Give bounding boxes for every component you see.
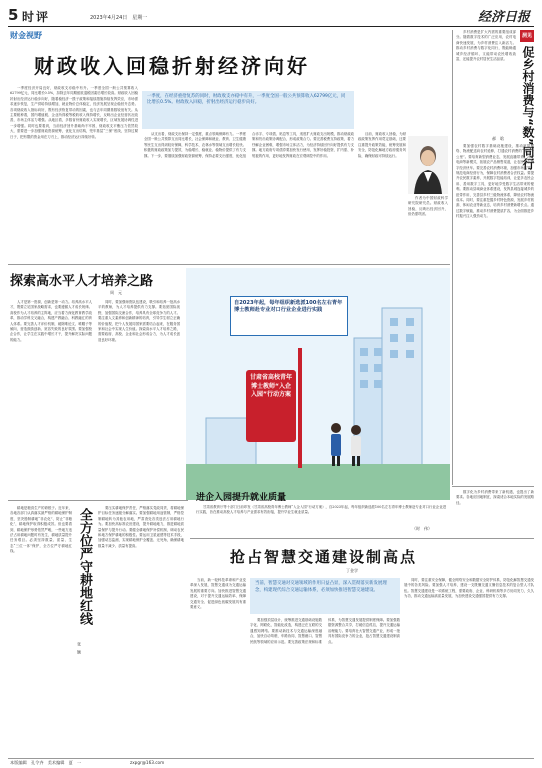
main-article-column-1: 一季度经济开局良好，财政收支亦稳中有升。一季度全国一般公共预算收入62799亿元，同比增长0.5%，扣除去年同期留抵退税因素后增长较高。财政收入回稳折射出经济运行稳步向好，随着稳经济一揽子政策和接续措施持续发挥效应，市场需求逐步恢复，生产供给持续增加，就业物价总体稳定，经济发展呈现企稳回升态势。各项财政收入指标向好，既有经济恢复带动的因素，也与去年同期基数较低有关。从主要税种看，国内增值税、企业所得税等税收收入保持增长，反映出企业经营状况改善，市场主体活力增强。从地区看，多数省份财政收入实现增长，区域发展协调性进一步增强。同时也要看到，当前经济回升基础尚不牢固，财政收支平衡压力依然较大，需要进一步加强财政资源统筹，优化支出结构，兜牢基层“三保”底线，坚持过紧日子，把有限的资金用在刀刃上，推动经济运行持续好转。 <box>10 86 138 139</box>
traffic-article-byline: 丁金学 <box>346 568 358 573</box>
traffic-article-column-3: 同时，要注重安全保障，健全网络安全和数据安全防护体系，防范化解智慧交通发展中的各类风险。要加强人才培养，建设一支既懂交通又懂信息技术的复合型人才队伍。智慧交通建设是一项系统工程，需要政府、企业、科研机构等多方协同发力，久久为功，推动交通运输高质量发展，为加快建设交通强国提供有力支撑。 <box>404 578 534 599</box>
poster-badge: 甘肃省高校青年博士教师“入企入园”行动方案 <box>246 370 296 442</box>
poster-headline: 自2023年起，每年组织新选派100名左右青年博士教师赴专业对口行业企业进行实践 <box>234 300 343 313</box>
page-header <box>8 4 534 26</box>
right-column-byline: 郝 晗 <box>492 136 504 141</box>
right-column-text-1: 乡村消费是扩大内需的重要组成部分。随着数字技术的广泛应用，农村电商快速发展，为乡村消费注入新活力。推动乡村消费与数字化同行，既能畅通城乡经济循环，又能带动农民增收致富，还能提升农村居民生活品质。 <box>456 30 516 62</box>
upper-section-divider <box>8 264 450 265</box>
header-rule <box>8 26 534 27</box>
issue-date: 2023年4月24日 星期一 <box>90 15 148 21</box>
poster-caption-text: 甘肃省教育厅等十部门日前印发《甘肃省高校青年博士教师“入企入园”行动方案》，自2023年起，每年组织新选派100名左右青年博士教师赴专业对口行业企业进行实践，旨在推动高校人才培养与产业需求有效衔接，提升毕业生就业质量。 <box>196 505 446 515</box>
main-article-column-4: 作者为中国财政科学研究院研究员。财政收入回稳，反映出经济回升，但仍需巩固。 <box>408 196 448 217</box>
right-column-text-3: 数字化为乡村消费带来了新机遇，也提出了新要求。各地应因地制宜，探索适合本地实际的发展路径。 <box>456 490 534 505</box>
traffic-article-column-1: 当前，新一轮科技革命和产业变革深入发展，智慧交通成为交通运输发展的重要方向。加快推进智慧交通建设，对于提升交通运输效率、保障交通安全、促进绿色低碳发展具有重要意义。 <box>190 578 246 610</box>
author-portrait-icon <box>408 136 448 194</box>
farmland-article-column-2: 要压实耕地保护责任，严格落实党政同责，将耕地保护目标任务逐级分解落实。要加强耕地用途管制，严格控制耕地转为其他农用地，严肃查处各类违法占用耕地行为。要加快高标准农田建设，提升耕地地力，推进耕地质量保护与提升行动。要健全耕地保护补偿机制，调动农民和地方保护耕地的积极性。要运用卫星遥感等技术手段，加强动态监测，实现耕地保护全覆盖、无死角，确保耕地数量不减少、质量有提高。 <box>98 506 184 548</box>
right-column-label: 洞见 <box>520 30 534 42</box>
talent-article-byline: 周 元 <box>110 290 122 295</box>
right-column-title: 促乡村消费与“数”同行 <box>521 46 535 170</box>
poster-author: （时 伟） <box>412 526 432 531</box>
page-number: 5 <box>8 6 19 24</box>
section-tag: 财金视野 <box>10 31 42 40</box>
lower-section-divider <box>190 538 534 539</box>
farmland-article-title: 全方位严守耕地红线 <box>77 508 92 625</box>
farmland-article-column-1: 耕地是粮食生产的命根子。近年来，各地各部门认真落实最严格的耕地保护制度，坚决遏制耕地“非农化”、防止“非粮化”，耕地保护取得积极成效。但也要看到，耕地保护形势依然严峻，一些地方违法占用耕地问题时有发生，耕地质量提升任务艰巨。必须坚持数量、质量、生态“三位一体”保护，全方位严守耕地红线。 <box>10 506 72 554</box>
main-article-column-2: 从支出看，财政支出保持一定强度，重点领域保障有力。一季度全国一般公共预算支出同比增长，社会保障和就业、教育、卫生健康等民生支出得到较好保障，科学技术、农林水等领域支出增长较快。积极的财政政策加力提效，为稳增长、稳就业、稳物价提供了有力支撑。下一步，要继续加强财政资源统筹，保持必要支出强度，优化组合赤字、专项债、贴息等工具，适度扩大财政支出规模，推动财政政策和货币政策协调配合，形成政策合力。要完善税费支持政策，着力纾解企业困难，增强市场主体活力，为经济持续回升向好提供有力支撑。地方政府专项债券要加快发行使用，发挥好稳投资、扩内需、补短板的作用，更好地发挥财政在宏观调控中的作用。 <box>144 132 354 158</box>
traffic-article-summary: 当前，智慧交通对交通领域的作用日益凸显，深入贯彻落实新发展理念，构建现代综合交通运输体系，必须加快推进智慧交通建设。 <box>255 581 387 593</box>
right-column-text-2: 要加强农村数字基础设施建设，推动宽带网络、物流配送向农村延伸，打通农村消费的“最后一公里”。要培育新型消费业态，发展直播带货、社交电商等新模式，拓展农产品销售渠道，让农民搭上数字经济快车。要完善农村消费环境，加强市场监管，规范电商经营行为，保障农村消费者合法权益。要提升农民数字素养，开展数字技能培训，让更多农民会用、善用数字工具，更好地享受数字生活带来的便利。要推动县域商业体系建设，发挥县城连接城乡的纽带作用，完善县乡村三级物流体系，降低农村物流成本。同时，要注重挖掘乡村特色资源，发展乡村旅游、休闲农业等新业态，培育乡村消费新增长点。通过数字赋能，推动乡村消费提质扩容，为全面推进乡村振兴注入强劲动力。 <box>456 144 534 219</box>
section-name: 时评 <box>22 10 51 24</box>
main-article-title: 财政收入回稳折射经济向好 <box>34 54 310 78</box>
talent-article-column-2: 同时，要加强师资队伍建设，吸引和培养一批高水平的教师，为人才培养提供有力支撑。要拓宽国际视野，加强国际交流合作，培养具有全球竞争力的人才。要注重人文素养和创新精神的培育，引导学生树立正确的价值观，把个人发展同国家需要结合起来，在服务国家和社会中实现人生价值。探索高水平人才培养之路，需要政府、高校、企业和社会形成合力，为人才成长创造良好环境。 <box>98 300 180 342</box>
main-article-column-3: 目前，财政收入回稳，为财政政策发挥作用奠定基础，还要注重提升政策效能，统筹发展和安全，防范化解地方政府债务风险，确保财政可持续运行。 <box>358 132 406 158</box>
talent-article-column-1: 人才是第一资源，创新是第一动力。培养高水平人才，既要立足国家战略需求，也要遵循人才成长规律。高校作为人才培养的主阵地，应当着力深化教育教学改革，推动学科交叉融合，构建产教融合、科教融汇的育人体系。要完善人才评价机制，破除唯论文、唯帽子等倾向，营造鼓励创新、宽容失败的良好氛围。要加强校企合作，让学生在实践中增长才干，提升解决实际问题的能力。 <box>10 300 92 342</box>
footer-email: zxpgr@163.com <box>130 760 165 765</box>
traffic-summary-box <box>250 578 400 614</box>
traffic-article-column-2: 要加强顶层设计，统筹推进交通基础设施数字化、网联化、智能化改造，构建泛在互联的交通感知网络。要推动新技术与交通运输深度融合，加快自动驾驶、车路协同、智慧港口、智慧民航等领域的应用示范。要完善政策法规和标准体系，为智慧交通发展提供制度保障。要加强数据资源整合共享，打破信息孤岛，提升交通运输治理能力。要培育壮大智慧交通产业，形成一批具有国际竞争力的企业，抢占智慧交通建设制高点。 <box>250 618 400 644</box>
author-portrait <box>408 136 448 194</box>
farmland-article-byline: 张 颖 <box>77 642 82 654</box>
right-column-divider <box>452 30 453 485</box>
footer-editors: 本版编辑 孔令齐 美术编辑 夏 一 <box>10 760 82 765</box>
right-lower-divider <box>452 486 534 487</box>
main-article-summary: 一季度，在经济重拾复苏的同时，财政收支亦稳中有升，一季度全国一般公共预算收入62799亿元，同比增长0.5%。财政收入回稳，折射出经济运行稳步向好。 <box>147 94 346 106</box>
footer-rule <box>8 758 534 759</box>
main-article-summary-box <box>142 91 354 129</box>
talent-article-title: 探索高水平人才培养之路 <box>10 274 154 289</box>
poster-caption: 进企入园提升就业质量 <box>196 493 287 503</box>
traffic-article-title: 抢占智慧交通建设制高点 <box>230 548 418 566</box>
masthead-logo: 经济日报 <box>477 10 530 25</box>
poster-headline-box <box>230 296 348 336</box>
middle-section-divider <box>8 500 188 501</box>
